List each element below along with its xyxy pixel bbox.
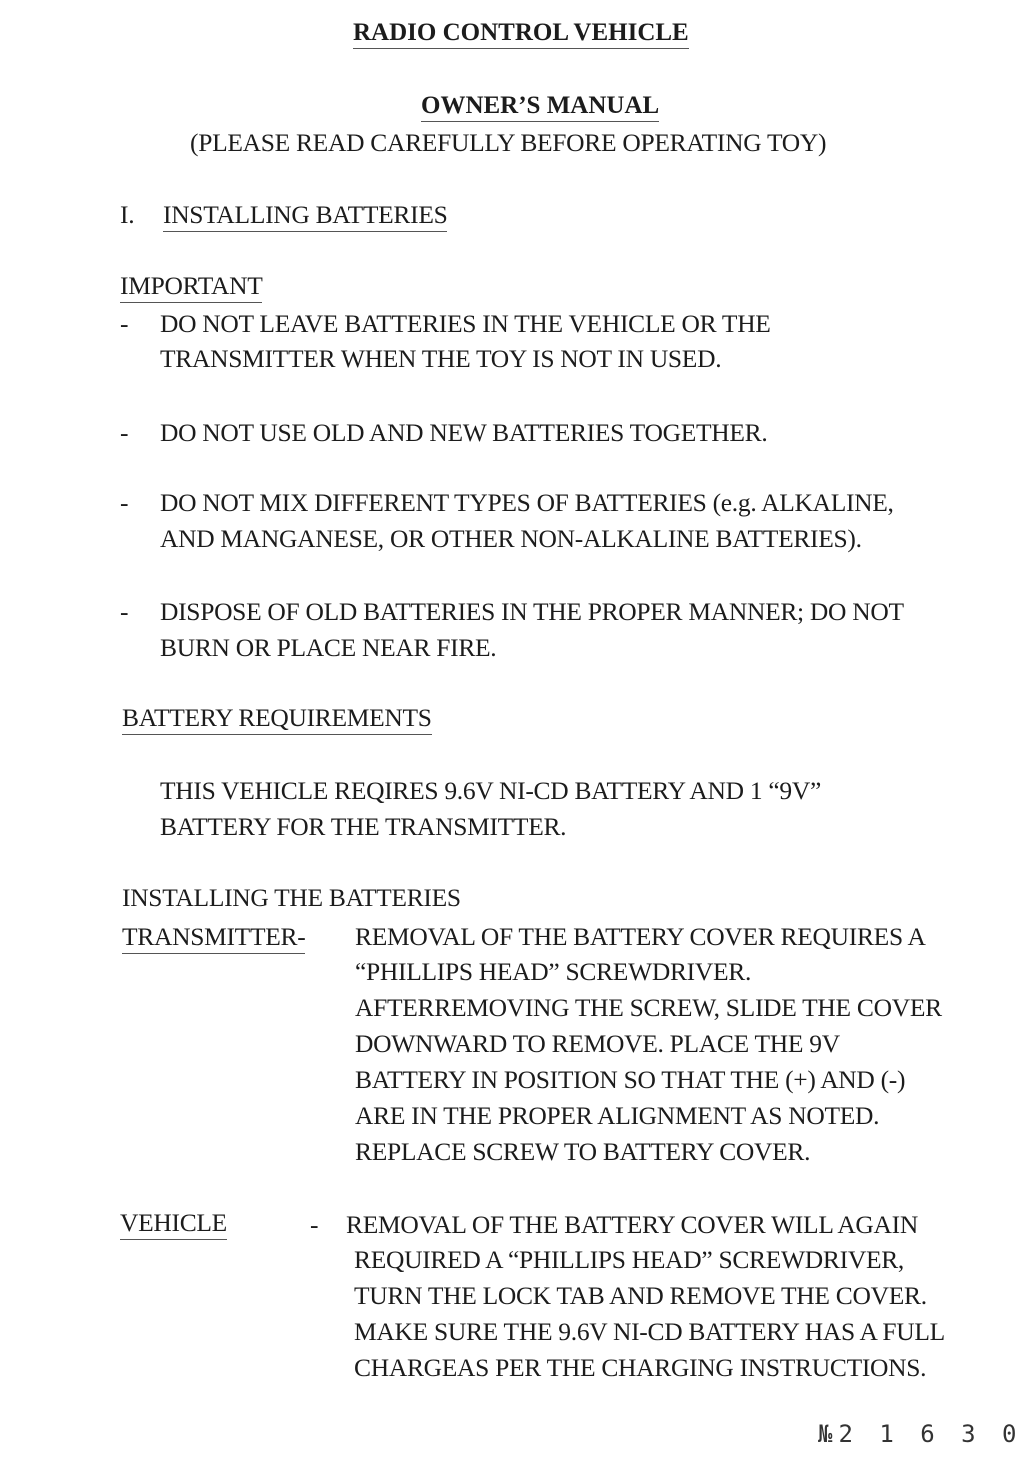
transmitter-line-5: BATTERY IN POSITION SO THAT THE (+) AND (-) (355, 1065, 906, 1094)
installing-heading: INSTALLING THE BATTERIES (122, 883, 461, 912)
vehicle-line-1: REMOVAL OF THE BATTERY COVER WILL AGAIN (346, 1210, 918, 1239)
transmitter-line-1: REMOVAL OF THE BATTERY COVER REQUIRES A (355, 922, 926, 951)
important-item-3-line-1: DO NOT MIX DIFFERENT TYPES OF BATTERIES (e.g. ALKALINE, (160, 488, 894, 517)
document-title: RADIO CONTROL VEHICLE (353, 20, 689, 49)
document-subtitle: OWNER’S MANUAL (421, 93, 659, 122)
important-item-4-line-2: BURN OR PLACE NEAR FIRE. (160, 633, 497, 662)
important-item-1-line-2: TRANSMITTER WHEN THE TOY IS NOT IN USED. (160, 344, 722, 373)
bullet-dash: - (120, 418, 129, 447)
battery-requirements-line-1: THIS VEHICLE REQIRES 9.6V NI-CD BATTERY AND 1 “9V” (160, 776, 821, 805)
section-number: I. (120, 200, 135, 229)
transmitter-line-4: DOWNWARD TO REMOVE. PLACE THE 9V (355, 1029, 840, 1058)
read-carefully-note: (PLEASE READ CAREFULLY BEFORE OPERATING TOY) (190, 128, 827, 157)
serial-number: №2 1 6 3 0 (818, 1420, 1023, 1448)
bullet-dash: - (120, 597, 129, 626)
transmitter-label: TRANSMITTER- (122, 924, 305, 954)
vehicle-dash: - (310, 1210, 319, 1239)
bullet-dash: - (120, 309, 129, 338)
vehicle-line-3: TURN THE LOCK TAB AND REMOVE THE COVER. (354, 1281, 927, 1310)
vehicle-line-2: REQUIRED A “PHILLIPS HEAD” SCREWDRIVER, (354, 1245, 904, 1274)
transmitter-line-7: REPLACE SCREW TO BATTERY COVER. (355, 1137, 811, 1166)
vehicle-label: VEHICLE (120, 1210, 227, 1240)
vehicle-line-5: CHARGEAS PER THE CHARGING INSTRUCTIONS. (354, 1353, 927, 1382)
vehicle-line-4: MAKE SURE THE 9.6V NI-CD BATTERY HAS A FULL (354, 1317, 945, 1346)
transmitter-line-3: AFTERREMOVING THE SCREW, SLIDE THE COVER (355, 993, 942, 1022)
section-title: INSTALLING BATTERIES (163, 202, 447, 232)
important-item-4-line-1: DISPOSE OF OLD BATTERIES IN THE PROPER MANNER; DO NOT (160, 597, 904, 626)
battery-requirements-heading: BATTERY REQUIREMENTS (122, 705, 432, 735)
important-heading: IMPORTANT (120, 273, 262, 303)
battery-requirements-line-2: BATTERY FOR THE TRANSMITTER. (160, 812, 567, 841)
transmitter-line-6: ARE IN THE PROPER ALIGNMENT AS NOTED. (355, 1101, 880, 1130)
bullet-dash: - (120, 488, 129, 517)
important-item-1-line-1: DO NOT LEAVE BATTERIES IN THE VEHICLE OR THE (160, 309, 771, 338)
important-item-2-line-1: DO NOT USE OLD AND NEW BATTERIES TOGETHER. (160, 418, 768, 447)
important-item-3-line-2: AND MANGANESE, OR OTHER NON-ALKALINE BATTERIES). (160, 524, 862, 553)
transmitter-line-2: “PHILLIPS HEAD” SCREWDRIVER. (355, 957, 752, 986)
